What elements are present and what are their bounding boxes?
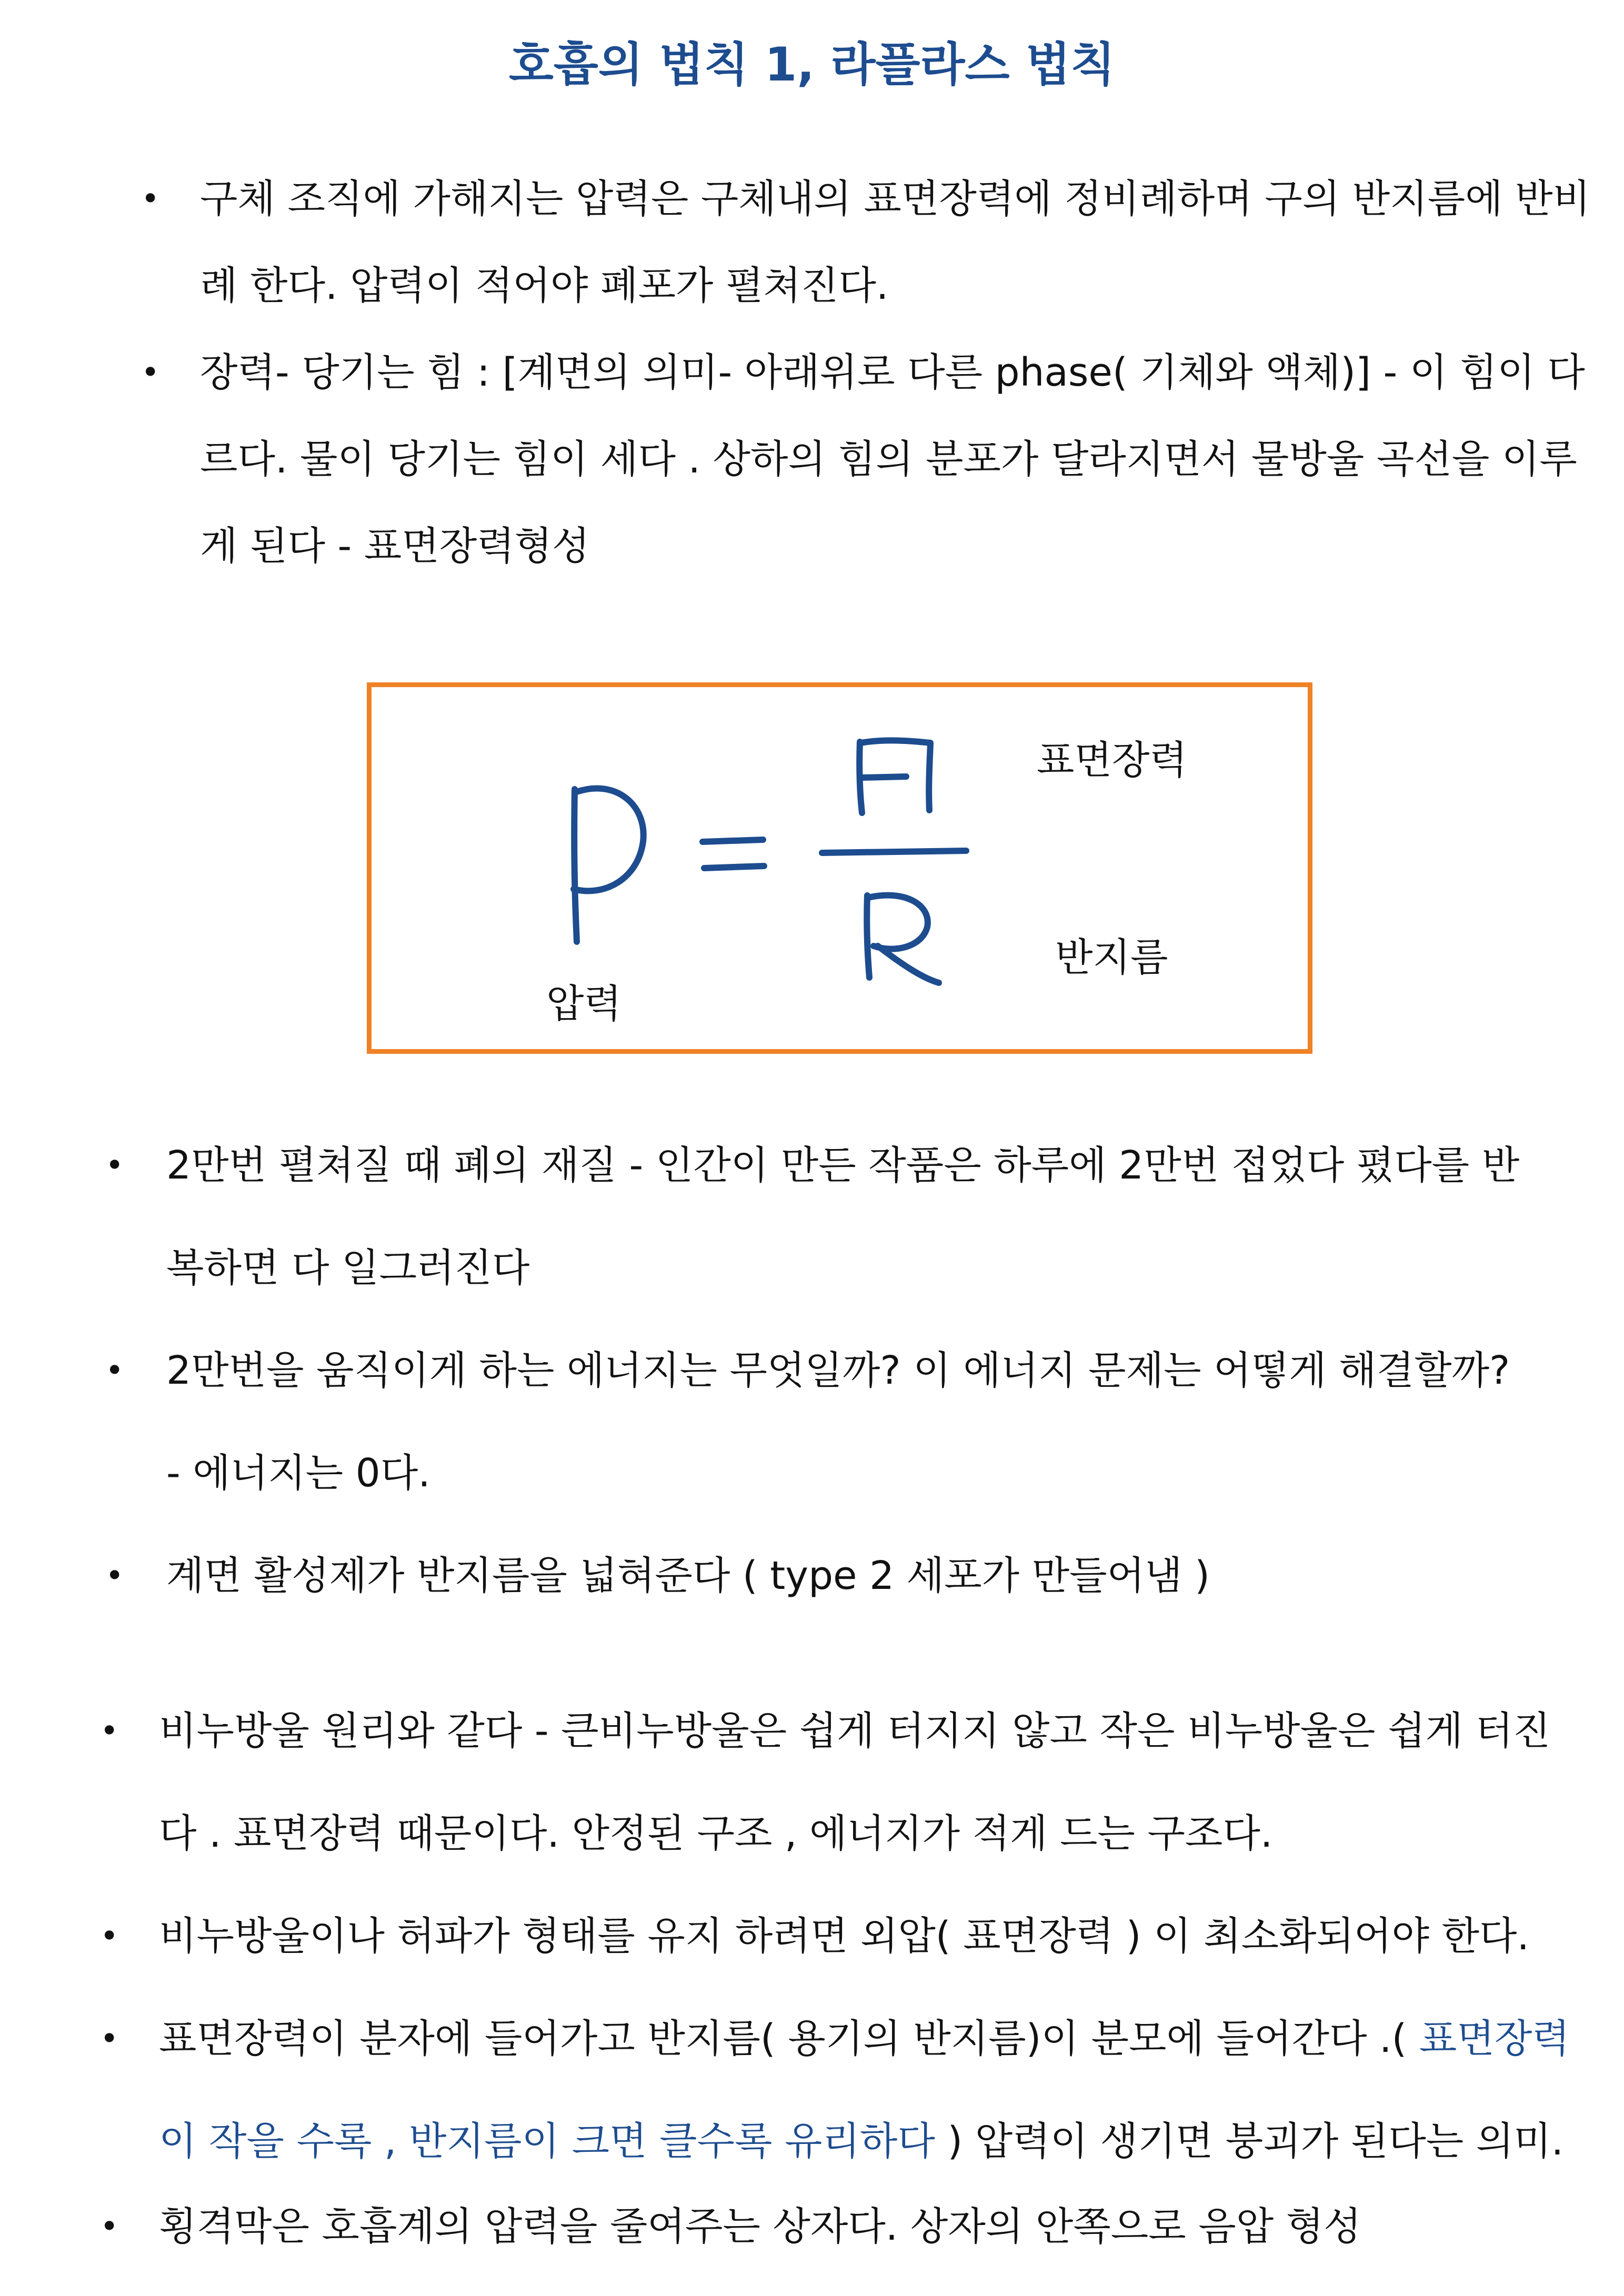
bullet-2-line-2: 르다. 물이 당기는 힘이 세다 . 상하의 힘의 분포가 달라지면서 물방울 곡선을 이루 <box>200 437 1577 482</box>
bullet-4-line-2: - 에너지는 0다. <box>166 1451 430 1496</box>
bullet-9-line-1: 횡격막은 호흡계의 압력을 줄여주는 상자다. 상자의 안쪽으로 음압 형성 <box>159 2204 1361 2249</box>
bullet-1-line-2: 례 한다. 압력이 적어야 폐포가 펼쳐진다. <box>200 263 889 308</box>
bullet-8-line-1-accent: 표면장력 <box>1419 2016 1570 2061</box>
formula-equals-bottom <box>704 866 764 868</box>
bullet-5-line-1: 계면 활성제가 반지름을 넓혀준다 ( type 2 세포가 만들어냄 ) <box>166 1553 1210 1598</box>
bullet-3-line-1: 2만번 펼쳐질 때 폐의 재질 - 인간이 만든 작품은 하루에 2만번 접었다 폈다를 반 <box>166 1143 1520 1188</box>
bullet-3-line-2: 복하면 다 일그러진다 <box>166 1245 530 1291</box>
formula-r-stem <box>867 895 869 978</box>
bullet-8-line-1-plain: 표면장력이 분자에 들어가고 반지름( 용기의 반지름)이 분모에 들어간다 .( <box>159 2016 1419 2061</box>
formula-label-surface-tension: 표면장력 <box>1037 738 1187 783</box>
bullet-marker: • <box>105 1147 124 1184</box>
formula-drawing <box>0 0 1624 1105</box>
formula-p-bowl <box>574 788 644 891</box>
bullet-marker: • <box>100 2020 119 2057</box>
bullet-marker: • <box>105 1557 124 1594</box>
bullet-1-line-1: 구체 조직에 가해지는 압력은 구체내의 표면장력에 정비례하며 구의 반지름에 반비 <box>200 176 1591 221</box>
formula-p-glyph <box>574 789 577 942</box>
formula-f-top <box>861 740 930 743</box>
formula-equals-top <box>703 840 763 842</box>
formula-fraction-bar <box>822 851 966 853</box>
page-title: 호흡의 법칙 1, 라플라스 법칙 <box>508 37 1116 92</box>
bullet-marker: • <box>100 1713 119 1749</box>
bullet-6-line-2: 다 . 표면장력 때문이다. 안정된 구조 , 에너지가 적게 드는 구조다. <box>159 1811 1273 1856</box>
formula-f-mid <box>862 777 906 778</box>
bullet-marker: • <box>100 2208 119 2245</box>
bullet-marker: • <box>100 1918 119 1955</box>
bullet-6-line-1: 비누방울 원리와 같다 - 큰비누방울은 쉽게 터지지 않고 작은 비누방울은 쉽게 터진 <box>159 1708 1551 1754</box>
bullet-7-line-1: 비누방울이나 허파가 형태를 유지 하려면 외압( 표면장력 ) 이 최소화되어야 한다. <box>159 1914 1529 1959</box>
formula-f-right <box>929 744 930 810</box>
formula-r-leg <box>878 946 939 983</box>
bullet-marker: • <box>141 180 160 217</box>
formula-label-radius: 반지름 <box>1055 935 1168 980</box>
bullet-2-line-3: 게 된다 - 표면장력형성 <box>200 523 590 569</box>
formula-r-bowl <box>868 895 928 949</box>
formula-label-pressure: 압력 <box>546 981 621 1026</box>
bullet-8-line-2-plain: ) 압력이 생기면 붕괴가 된다는 의미. <box>935 2119 1564 2164</box>
bullet-8-line-1 <box>159 1996 1570 2082</box>
bullet-4-line-1: 2만번을 움직이게 하는 에너지는 무엇일까? 이 에너지 문제는 어떻게 해결할까? <box>166 1348 1510 1393</box>
bullet-marker: • <box>141 354 160 391</box>
bullet-2-line-1: 장력- 당기는 힘 : [계면의 의미- 아래위로 다른 phase( 기체와 액체)] - 이 힘이 다 <box>200 350 1585 395</box>
bullet-8-line-2 <box>159 2098 1563 2185</box>
bullet-marker: • <box>105 1352 124 1389</box>
bullet-8-line-2-accent: 이 작을 수록 , 반지름이 크면 클수록 유리하다 <box>159 2119 935 2164</box>
